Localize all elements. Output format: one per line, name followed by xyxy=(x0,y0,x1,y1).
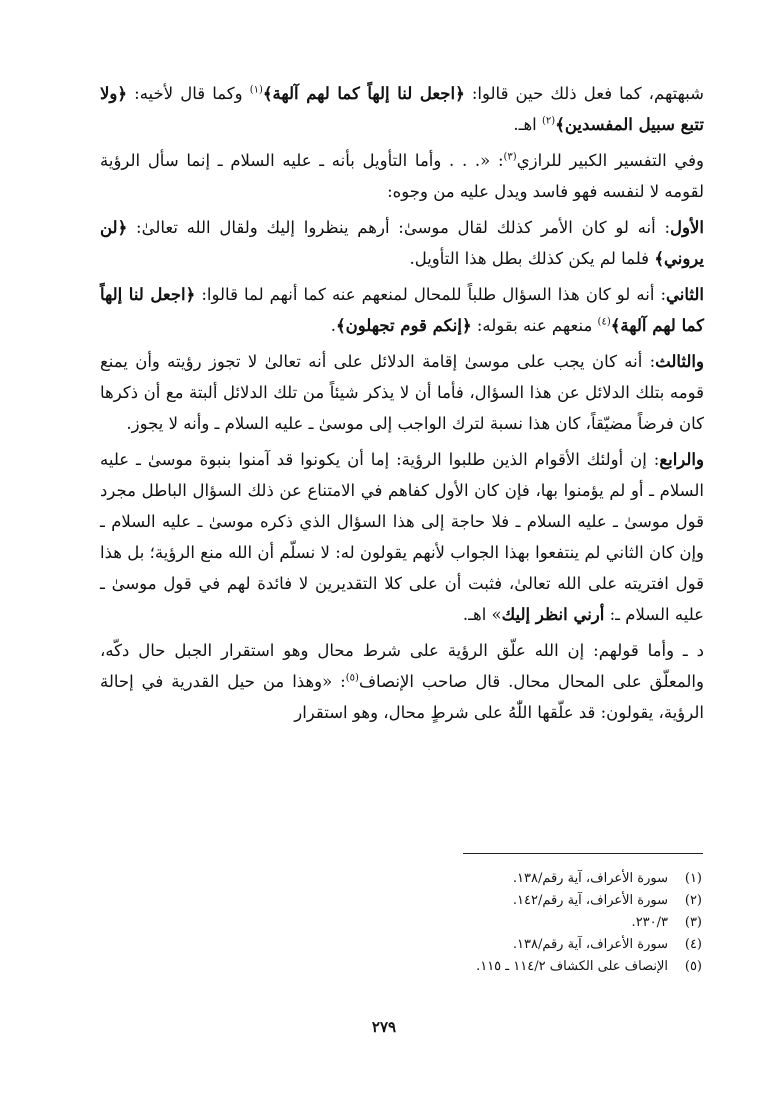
text: : أنه لو كان هذا السؤال طلباً للمحال لمنعهم عنه كما أنهم لما قالوا: xyxy=(195,285,667,304)
text: منعهم عنه بقوله: xyxy=(471,316,598,335)
paragraph-4 xyxy=(100,279,704,341)
paragraph-2 xyxy=(100,145,704,207)
footnote-text: الإنصاف على الكشاف ١١٤/٢ ـ ١١٥. xyxy=(476,959,668,974)
point-label: الأول xyxy=(670,218,704,237)
footnote-item xyxy=(322,934,702,956)
footnote-text: سورة الأعراف، آية رقم/١٤٢. xyxy=(512,893,668,908)
main-text xyxy=(100,78,704,733)
footnote-ref: (٥) xyxy=(345,672,359,684)
footnote-number: (١) xyxy=(684,871,702,886)
footnote-ref: (٤) xyxy=(597,316,611,328)
point-label: الثاني xyxy=(666,285,704,304)
footnote-ref: (٢) xyxy=(542,115,556,127)
footnote-ref: (٣) xyxy=(503,151,517,163)
quran-quote: ﴿إنكم قوم تجهلون﴾ xyxy=(335,316,472,335)
text: : أنه كان يجب على موسىٰ إقامة الدلائل على أنه تعالىٰ لا تجوز رؤيته وأن يمنع قومه بتلك الدلائل عن هذا السؤال، فأما أن لا يذكر شيئاً من تلك الدلائل ألبتة مع أن ذكرها كان فرضاً مضيّقاً، كان هذا نسبة لترك الواجب إلى موسىٰ ـ عليه السلام ـ وأنه لا يجوز. xyxy=(100,352,704,433)
quran-quote: ﴿ولا تتبع سبيل المفسدين﴾ xyxy=(100,84,704,134)
text: : إن أولئك الأقوام الذين طلبوا الرؤية: إما أن يكونوا قد آمنوا بنبوة موسىٰ ـ عليه السلام ـ أو لم يؤمنوا بها، فإن كان الأول كفاهم في الامتناع عن ذلك السؤال الباطل مجرد قول موسىٰ ـ عليه السلام ـ فلا حاجة إلى هذا السؤال الذي ذكره موسىٰ ـ عليه السلام ـ وإن كان الثاني لم ينتفعوا بهذا الجواب لأنهم يقولون له: لا نسلّم أن الله منع الرؤية؛ بل هذا قول افتريته على الله تعالىٰ، فثبت أن على كلا التقديرين لا فائدة لهم في قول موسىٰ ـ عليه السلام ـ: xyxy=(100,450,704,624)
paragraph-3 xyxy=(100,212,704,274)
footnote-divider xyxy=(463,853,703,854)
text: فلما لم يكن كذلك بطل هذا التأويل. xyxy=(409,249,655,268)
paragraph-7 xyxy=(100,635,704,728)
quran-quote: ﴿لن يروني﴾ xyxy=(100,218,704,268)
quran-quote: ﴿اجعل لنا إلهاً كما لهم آلهة﴾ xyxy=(100,285,704,335)
point-label: والثالث xyxy=(655,352,704,371)
text: : «وهذا من حيل القدرية في إحالة الرؤية، يقولون: قد علّقها اللّٰهُ على شرطٍ محال، وهو استقرار xyxy=(100,672,704,722)
footnote-text: سورة الأعراف، آية رقم/١٣٨. xyxy=(512,937,668,952)
footnote-number: (٤) xyxy=(684,937,702,952)
page-number: ٢٧٩ xyxy=(371,1018,397,1036)
text: . xyxy=(330,316,336,335)
footnote-text: ٢٣٠/٣. xyxy=(631,915,668,930)
point-label: والرابع xyxy=(659,450,704,469)
text: : «. . . وأما التأويل بأنه ـ عليه السلام ـ إنما سأل الرؤية لقومه لا لنفسه فهو فاسد ويدل عليه من وجوه: xyxy=(100,151,704,201)
footnote-text: سورة الأعراف، آية رقم/١٣٨. xyxy=(512,871,668,886)
paragraph-1 xyxy=(100,78,704,140)
footnote-number: (٣) xyxy=(684,915,702,930)
footnote-number: (٢) xyxy=(684,893,702,908)
footnote-item xyxy=(322,868,702,890)
paragraph-5 xyxy=(100,346,704,439)
text: : أنه لو كان الأمر كذلك لقال موسىٰ: أرهم ينظروا إليك ولقال الله تعالىٰ: xyxy=(127,218,671,237)
footnote-item xyxy=(322,912,702,934)
footnote-item xyxy=(322,956,702,978)
footnotes xyxy=(322,868,702,978)
quote: أرني انظر إليك xyxy=(501,605,605,624)
text: د ـ وأما قولهم: إن الله علّق الرؤية على شرط محال وهو استقرار الجبل حال دكّه، والمعلّق على المحال محال. قال صاحب الإنصاف xyxy=(100,641,704,691)
text: شبهتهم، كما فعل ذلك حين قالوا: xyxy=(464,84,704,103)
text: وكما قال لأخيه: xyxy=(127,84,250,103)
paragraph-6 xyxy=(100,444,704,630)
text: » اهـ. xyxy=(462,605,502,624)
footnote-number: (٥) xyxy=(684,959,702,974)
footnote-ref: (١) xyxy=(249,84,263,96)
text: اهـ. xyxy=(513,115,542,134)
quran-quote: ﴿اجعل لنا إلهاً كما لهم آلهة﴾ xyxy=(262,84,465,103)
text: وفي التفسير الكبير للرازي xyxy=(516,151,704,170)
footnote-item xyxy=(322,890,702,912)
